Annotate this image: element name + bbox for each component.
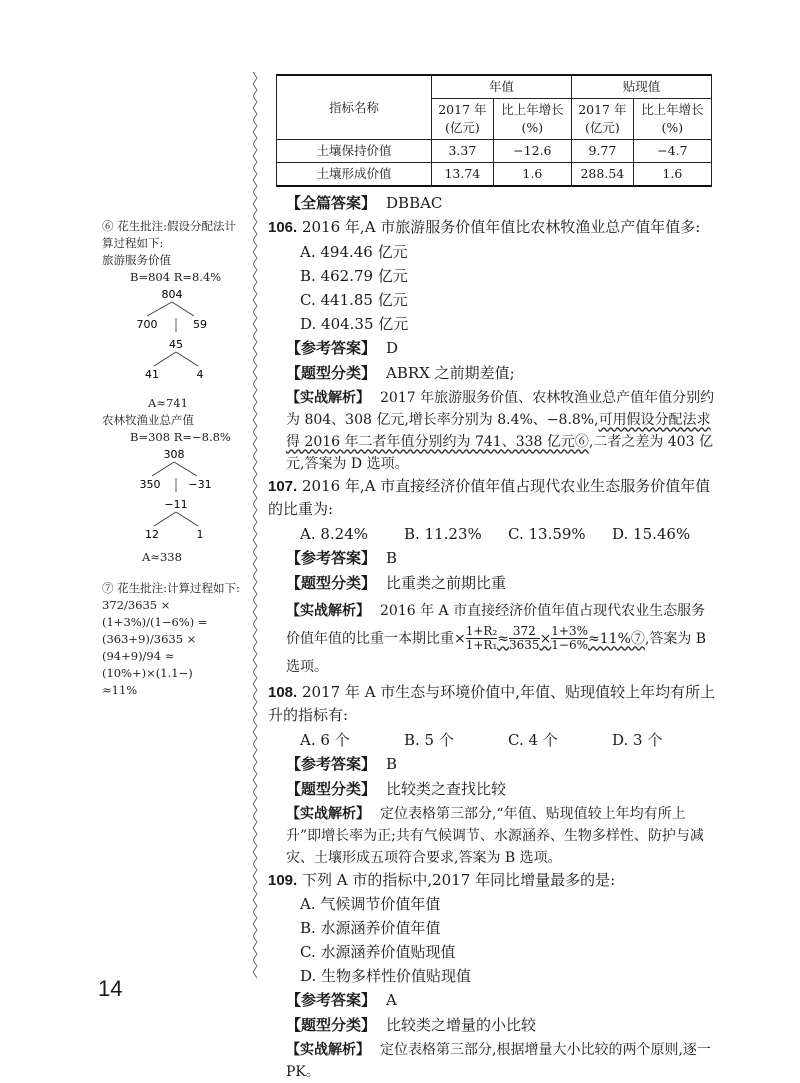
analysis-tag: 【实战解析】	[286, 804, 370, 821]
question-number: 108.	[268, 683, 298, 701]
table-header-group1: 年值	[432, 75, 572, 99]
analysis-text-end: ,二者之差为 403 亿元,答案为 D 选项。	[286, 433, 713, 472]
type-value: 比较类之增量的小比较	[386, 1016, 537, 1034]
type-tag: 【题型分类】	[286, 780, 377, 798]
answer-row	[268, 752, 718, 777]
analysis-row: 【实战解析】 2016 年 A 市直接经济价值年值占现代农业生态服务价值年值的比重一本期比重× $\frac{\text{1+R₂}}{\text{1+R₁}}$ ≈ $\frac{372}{3635}$ × $\frac{1+3\%}{1-6\%}$ ≈11%⑦,答案为 B 选项。	[286, 601, 707, 675]
question-106	[268, 216, 718, 240]
table-cell: 13.74	[432, 163, 494, 187]
note-6-b2: B=308 R=−8.8%	[130, 430, 231, 444]
side-notes	[102, 218, 242, 699]
tree-diagram-2	[102, 446, 242, 550]
question-number: 109.	[268, 871, 298, 889]
answer-value: D	[386, 338, 399, 357]
table-cell: −12.6	[493, 140, 571, 163]
option-d: D. 3 个	[612, 730, 663, 749]
analysis-tag: 【实战解析】	[286, 388, 370, 405]
type-value: 比较类之查找比较	[386, 779, 507, 798]
answer-value: A	[386, 991, 397, 1009]
full-answer-tag: 【全篇答案】	[286, 195, 377, 212]
table-cell: 3.37	[432, 140, 494, 163]
fraction: $\frac{1+3\%}{1-6\%}$	[551, 624, 589, 652]
note-7-line3: ≈11%	[102, 683, 138, 697]
page-number: 14	[98, 976, 123, 1001]
table-header-group2: 贴现值	[571, 75, 711, 99]
option-d: D. 15.46%	[612, 524, 691, 543]
table-cell: 土壤形成价值	[277, 163, 432, 187]
option-c: C. 4 个	[508, 730, 558, 749]
note-6-b1: B=804 R=8.4%	[130, 270, 222, 284]
main-column	[268, 74, 718, 1083]
type-tag: 【题型分类】	[286, 1017, 377, 1034]
table-cell: 1.6	[633, 163, 711, 187]
question-109	[268, 869, 718, 893]
tree-2-result: A≈338	[142, 550, 182, 564]
note-7-line1: 372/3635 × (1+3%)/(1−6%) = (363+9)/3635 ×	[102, 598, 208, 646]
tree-node: 41	[145, 368, 159, 381]
answer-tag: 【参考答案】	[286, 755, 377, 773]
option-a: A. 6 个	[300, 730, 350, 749]
option-c: C. 13.59%	[508, 524, 586, 543]
question-stem: 2017 年 A 市生态与环境价值中,年值、贴现值较上年均有所上升的指标有:	[268, 682, 716, 724]
tree-diagram-1	[102, 286, 242, 394]
table-row	[277, 163, 712, 187]
option-c: C. 水源涵养价值贴现值	[300, 943, 456, 961]
answer-row	[268, 988, 718, 1013]
options	[268, 728, 718, 752]
options	[268, 240, 718, 336]
table-cell: 1.6	[493, 163, 571, 187]
tree-1-result: A≈741	[148, 396, 188, 410]
tree-node: −31	[188, 478, 212, 491]
table-subheader: 2017 年 (亿元)	[571, 99, 633, 140]
table-cell: 288.54	[571, 163, 633, 187]
tree-node: 700	[136, 318, 158, 331]
type-row	[268, 361, 718, 386]
full-answer-text: DBBAC	[386, 194, 443, 212]
table-row	[277, 140, 712, 163]
note-6-title: ⑥ 花生批注:假设分配法计算过程如下:	[102, 219, 237, 250]
answer-value: B	[386, 548, 398, 567]
full-answer	[268, 191, 718, 216]
question-stem: 下列 A 市的指标中,2017 年同比增量最多的是:	[301, 870, 616, 889]
table-cell: −4.7	[633, 140, 711, 163]
type-row	[268, 571, 718, 596]
options	[268, 522, 718, 546]
type-tag: 【题型分类】	[286, 364, 377, 382]
table-cell: 9.77	[571, 140, 633, 163]
answer-row	[268, 336, 718, 361]
option-c: C. 441.85 亿元	[300, 290, 408, 309]
analysis-text: 2016 年 A 市直接经济价值年值占现代农业生态服务价值年值的比重一本期比重×	[286, 602, 706, 647]
option-b: B. 462.79 亿元	[300, 266, 408, 285]
question-number: 106.	[268, 219, 298, 236]
analysis-tag: 【实战解析】	[286, 601, 370, 618]
analysis-wavy-text: 可用假设分配法求得 2016 年二者年值分别约为 741、338 亿元⑥	[286, 411, 711, 450]
question-107	[268, 475, 718, 522]
page-divider	[252, 72, 258, 982]
type-row	[268, 1013, 718, 1038]
option-b: B. 5 个	[404, 730, 454, 749]
note-7-line2: (94+9)/94 ≈ (10%+)×(1.1−)	[102, 649, 193, 680]
option-d: D. 生物多样性价值贴现值	[300, 967, 472, 985]
analysis-row	[268, 386, 718, 475]
option-d: D. 404.35 亿元	[300, 314, 409, 333]
analysis-tag: 【实战解析】	[286, 1041, 370, 1057]
tree-node: −11	[164, 498, 188, 511]
fraction: $\frac{\text{1+R₂}}{\text{1+R₁}}$	[465, 624, 498, 652]
question-stem: 2016 年,A 市旅游服务价值年值比农林牧渔业总产值年值多:	[301, 218, 701, 236]
table-header-name: 指标名称	[277, 75, 432, 140]
table-subheader: 比上年增长 (%)	[633, 99, 711, 140]
question-stem: 2016 年,A 市直接经济价值年值占现代农业生态服务价值年值的比重为:	[268, 476, 711, 518]
analysis-row	[268, 802, 718, 869]
type-value: ABRX 之前期差值;	[386, 363, 515, 382]
analysis-text: 定位表格第三部分,根据增量大小比较的两个原则,逐一 PK。	[286, 1042, 711, 1080]
answer-value: B	[386, 754, 398, 773]
question-108	[268, 681, 718, 728]
table-subheader: 2017 年 (亿元)	[432, 99, 494, 140]
note-7-title: ⑦ 花生批注:计算过程如下:	[102, 581, 240, 595]
answer-row	[268, 546, 718, 571]
tree-node: 1	[196, 528, 204, 541]
answer-tag: 【参考答案】	[286, 549, 377, 567]
note-6-sub1: 旅游服务价值	[102, 253, 171, 267]
note-6-sub2: 农林牧渔业总产值	[102, 413, 194, 427]
option-b: B. 水源涵养价值年值	[300, 919, 441, 937]
options	[268, 892, 718, 988]
analysis-text: 定位表格第三部分,“年值、贴现值较上年均有所上升”即增长率为正;共有气候调节、水源涵养、生物多样性、防护与减灾、土壤形成五项符合要求,答案为 B 选项。	[286, 805, 704, 866]
type-value: 比重类之前期比重	[386, 573, 507, 592]
tree-node: 12	[145, 528, 159, 541]
answer-tag: 【参考答案】	[286, 992, 377, 1009]
analysis-row	[268, 1038, 718, 1083]
option-b: B. 11.23%	[404, 524, 482, 543]
tree-node: 804	[161, 288, 183, 301]
option-a: A. 494.46 亿元	[300, 242, 408, 261]
tree-node: 59	[193, 318, 207, 331]
analysis-text: 2017 年旅游服务价值、农林牧渔业总产值年值分别约为 804、308 亿元,增长率分别为 8.4%、−8.8%,	[286, 389, 715, 428]
option-a: A. 8.24%	[300, 524, 369, 543]
question-number: 107.	[268, 477, 298, 495]
tree-node: 350	[139, 478, 161, 491]
data-table	[276, 74, 712, 187]
table-cell: 土壤保持价值	[277, 140, 432, 163]
result: ≈11%⑦	[588, 630, 645, 647]
type-tag: 【题型分类】	[286, 574, 377, 592]
table-subheader: 比上年增长 (%)	[493, 99, 571, 140]
tree-node: 308	[163, 448, 185, 461]
option-a: A. 气候调节价值年值	[300, 895, 441, 913]
fraction: $\frac{372}{3635}$	[509, 624, 540, 652]
analysis-text-end: ,答案为 B 选项。	[286, 630, 707, 675]
tree-node: 45	[169, 338, 183, 351]
answer-tag: 【参考答案】	[286, 339, 377, 357]
type-row	[268, 777, 718, 802]
tree-node: 4	[196, 368, 204, 381]
